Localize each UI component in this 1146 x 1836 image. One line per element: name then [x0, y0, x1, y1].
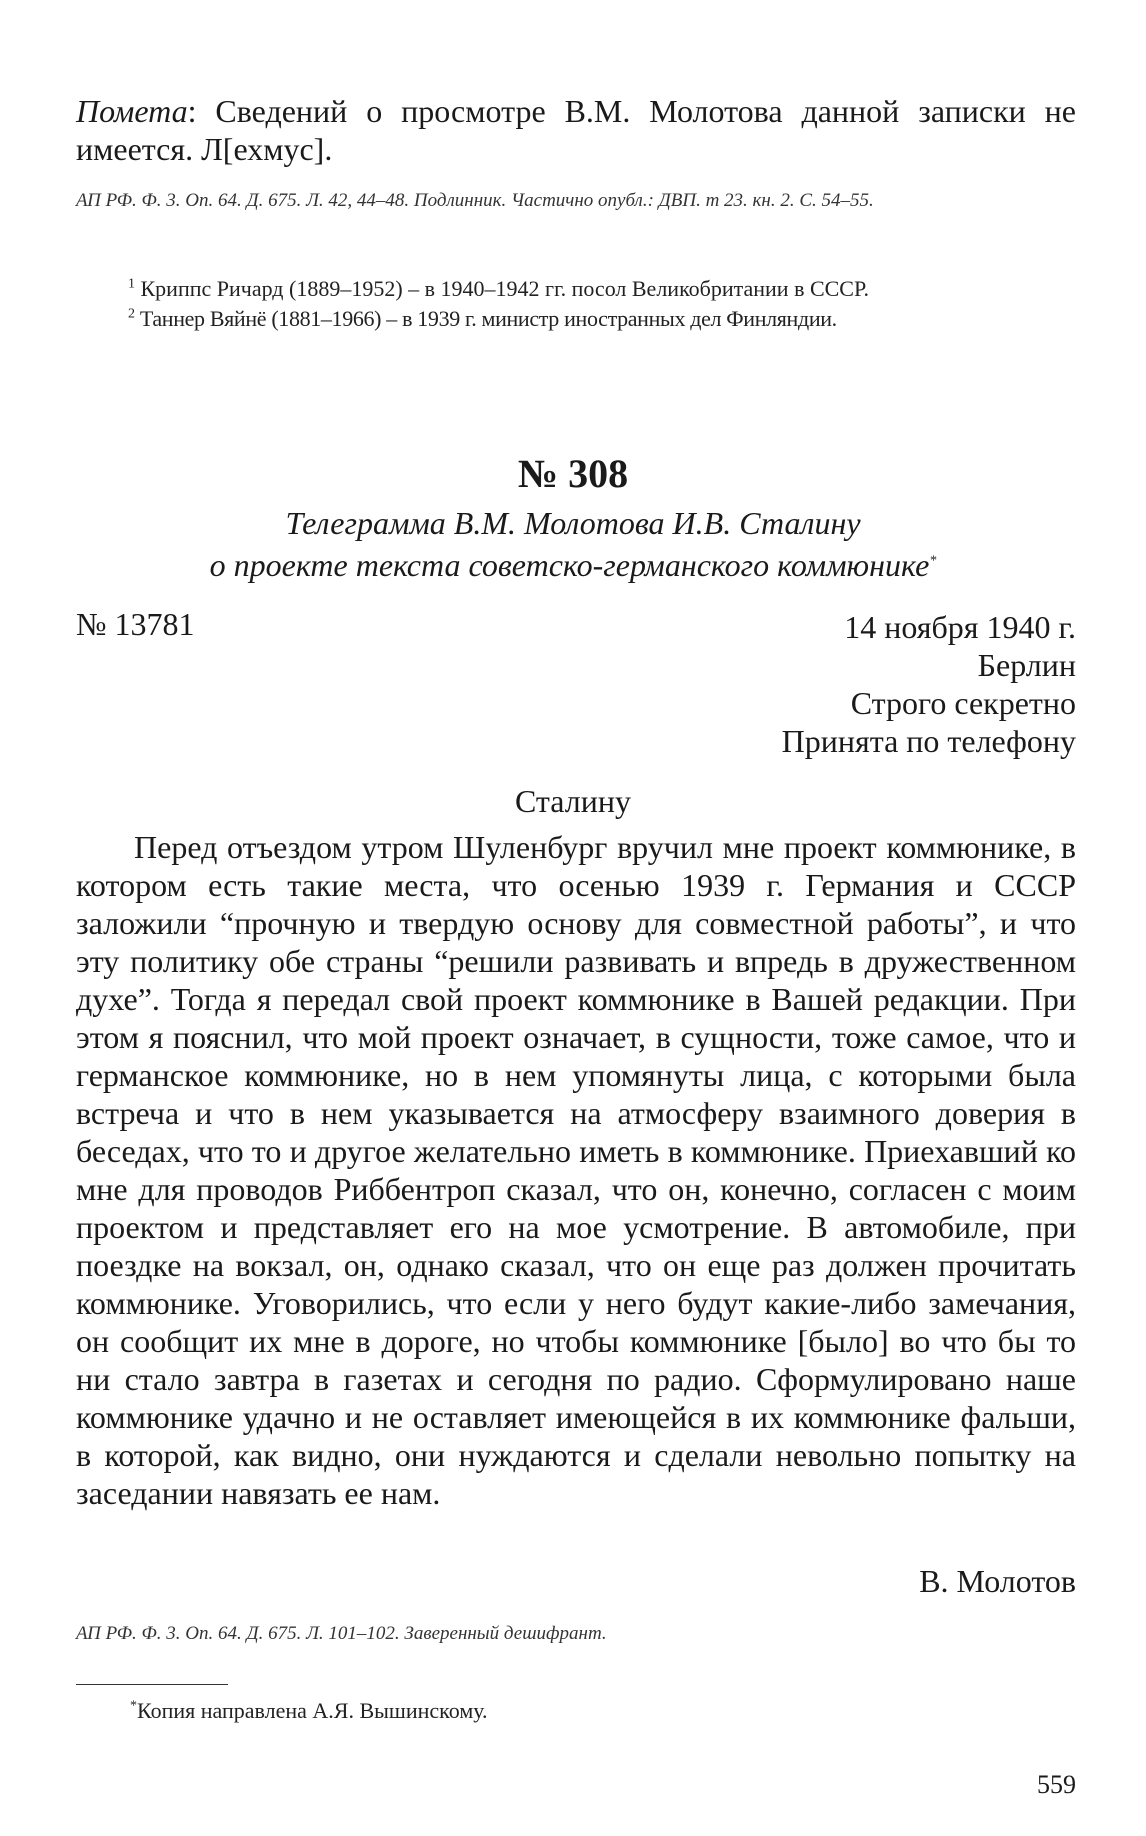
bottom-footnote-text: Копия направлена А.Я. Вышинскому. [137, 1698, 488, 1723]
title-line-2-text: о проекте текста советско-германского коммюнике [209, 547, 930, 583]
document-date: 14 ноября 1940 г. [844, 609, 1076, 645]
document-place: Берлин [977, 647, 1076, 683]
top-note-text: : Сведений о просмотре В.М. Молотова данной записки не имеется. Л[ехмус]. [76, 93, 1076, 167]
top-note [76, 92, 1076, 168]
addressee: Сталину [515, 783, 631, 819]
top-archive-reference: АП РФ. Ф. 3. Оп. 64. Д. 675. Л. 42, 44–48. Подлинник. Частично опубл.: ДВП. т 23. кн. 2. С. 54–55. [76, 190, 874, 211]
footnote-1 [76, 274, 1076, 304]
title-line-2 [0, 544, 1146, 586]
footnote-2-text: Таннер Вяйнё (1881–1966) – в 1939 г. министр иностранных дел Финляндии. [139, 306, 837, 331]
footnote-1-text: Криппс Ричард (1889–1952) – в 1940–1942 гг. посол Великобритании в СССР. [140, 276, 869, 301]
classification-stamp: Строго секретно [850, 685, 1076, 721]
footnote-2-marker: 2 [128, 306, 135, 322]
footnote-separator [76, 1684, 228, 1685]
document-archive-reference: АП РФ. Ф. 3. Оп. 64. Д. 675. Л. 101–102. Заверенный дешифрант. [76, 1623, 607, 1644]
bottom-footnote [130, 1696, 488, 1726]
footnote-2 [76, 304, 1076, 334]
footnote-list [76, 274, 1076, 334]
received-note: Принята по телефону [781, 723, 1076, 759]
telegram-body: Перед отъездом утром Шуленбург вручил мне проект коммюнике, в котором есть такие места, что осенью 1939 г. Германия и СССР заложили “прочную и твердую основу для совместной работы”, и что эту политику обе страны “решили развивать и впредь в дружественном духе”. Тогда я передал свой проект коммюнике в Вашей редакции. При этом я пояснил, что мой проект означает, в сущности, тоже самое, что и германское коммюнике, но в нем упомянуты лица, с которыми была встреча и что в нем указывается на атмосферу взаимного доверия в беседах, что то и другое желательно иметь в коммюнике. Приехавший ко мне для проводов Риббентроп сказал, что он, конечно, согласен с моим проектом и представляет его на мое усмотрение. В автомобиле, при поездке на вокзал, он, однако сказал, что он еще раз должен прочитать коммюнике. Уговорились, что если у него будут какие-либо замечания, он сообщит их мне в дороге, но чтобы коммюнике [было] во что бы то ни стало завтра в газетах и сегодня по радио. Сформулировано наше коммюнике удачно и не оставляет имеющейся в их коммюнике фальши, в которой, как видно, они нуждаются и сделали невольно попытку на заседании навязать ее нам. [76, 829, 1076, 1511]
signature: В. Молотов [919, 1563, 1076, 1599]
page-number: 559 [1037, 1770, 1076, 1799]
bottom-footnote-marker: * [130, 1698, 137, 1714]
title-line-1: Телеграмма В.М. Молотова И.В. Сталину [285, 505, 861, 541]
document-header-right [782, 608, 1076, 760]
document-title [0, 502, 1146, 586]
top-note-label: Помета [76, 93, 188, 129]
registration-number: № 13781 [76, 606, 195, 642]
footnote-1-marker: 1 [128, 276, 135, 292]
document-number: № 308 [517, 451, 629, 496]
title-footnote-marker: * [929, 553, 937, 569]
